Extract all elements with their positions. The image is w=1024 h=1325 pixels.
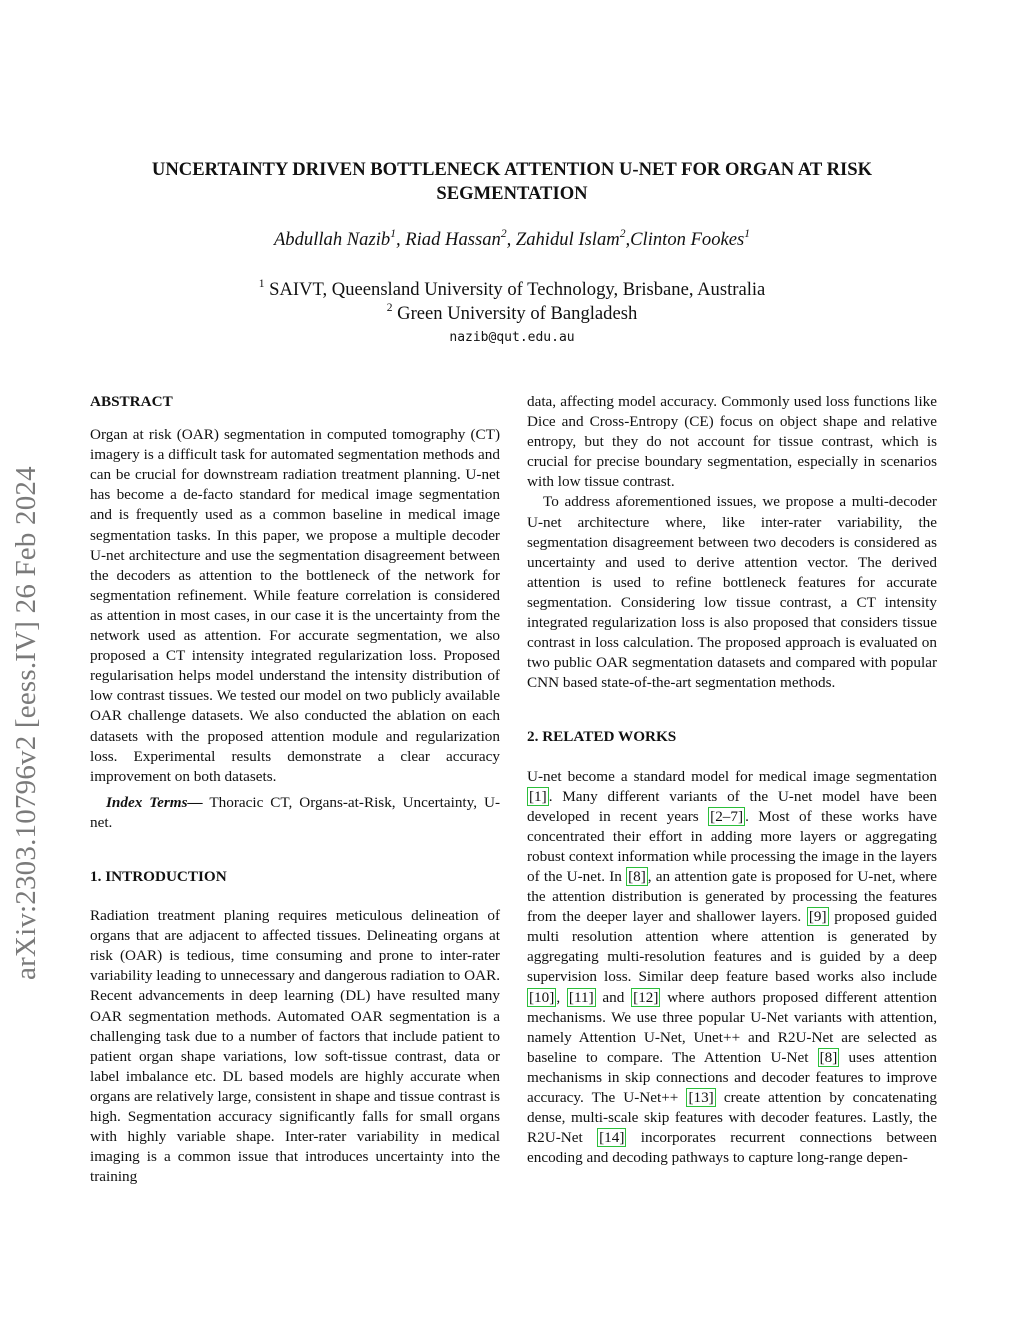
related-text: . Most of these works have concentrated their effort in adding more layers or aggregating robust context information while processing the image in the layers of the U-net. In [527, 807, 937, 885]
abstract-heading: ABSTRACT [90, 393, 173, 410]
related-text: create attention by concatenating dense, multi-scale skip features with decoder features. Lastly, the R2U-Net [527, 1089, 937, 1147]
related-works-heading: 2. RELATED WORKS [527, 728, 677, 746]
affiliations [110, 278, 914, 326]
affiliation-2: $^2$ Green University of Bangladesh [386, 301, 638, 324]
citation-link[interactable]: [14] [599, 1129, 625, 1147]
citation-link[interactable]: [8] [628, 867, 646, 885]
author-list [110, 229, 914, 251]
intro-heading: 1. INTRODUCTION [90, 867, 227, 885]
citation-link[interactable]: [1] [529, 787, 547, 805]
index-terms [90, 793, 500, 833]
intro-paragraph-2: To address aforementioned issues, we propose a multi-decoder U-net architecture where, like inter-rater variability, the segmentation disagreement between two decoders is considered as uncertainty and used to derive attention vector. The derived attention is used to refine bottleneck features for accurate segmentation. Considering low tissue contrast, a CT intensity integrated regularization loss is also proposed that considers tissue contrast in loss calculation. The proposed approach is evaluated on two public OAR segmentation datasets and compared with popular CNN based state-of-the-art segmentation methods. [527, 493, 937, 692]
contact-email: nazib@qut.edu.au [449, 330, 575, 345]
paper-title [110, 158, 914, 206]
affiliation-1: $^1$ SAIVT, Queensland University of Technology, Brisbane, Australia [258, 277, 766, 300]
related-text: , an attention gate is proposed for U-net, where the attention distribution is generated by processing the features from the deeper layer and shallower layers. [527, 867, 937, 926]
intro-continued: data, affecting model accuracy. Commonly used loss functions like Dice and Cross-Entropy (CE) focus on object shape and relative entropy, but they do not account for tissue contrast, which is crucial for precise boundary segmentation, especially in scenarios with low tissue contrast. [527, 393, 937, 491]
title-line-2: SEGMENTATION [436, 183, 588, 204]
related-text: where authors proposed different attention mechanisms. We use three popular U-Net variants with attention, namely Attention U-Net, Unet++ and R2U-Net are selected as baseline to compare. The Attention U-Net [527, 988, 937, 1066]
related-text: and [595, 988, 632, 1006]
author-4: Clinton Fookes$^1$ [630, 227, 751, 250]
author-2: Riad Hassan$^2$, [405, 227, 516, 250]
author-3: Zahidul Islam$^2$, [515, 227, 631, 250]
author-1: Abdullah Nazib$^1$, [273, 227, 406, 250]
related-text: . Many different variants of the U-net model have been developed in recent years [527, 787, 937, 825]
related-text: U-net become a standard model for medical image segmentation [527, 767, 937, 785]
citation-link[interactable]: [11] [568, 988, 594, 1006]
citation-link[interactable]: [2–7] [710, 807, 744, 825]
related-text: proposed guided multi resolution attention where attention is generated by aggregating multi-resolution features and is guided by a deep supervision loss. Similar deep feature based works also include [527, 908, 937, 986]
citation-link[interactable]: [13] [688, 1089, 714, 1106]
citation-link[interactable]: [8] [819, 1048, 838, 1066]
related-text: uses attention mechanisms in skip connections and decoder features to improve accuracy. The U-Net++ [527, 1048, 937, 1106]
intro-body: Radiation treatment planing requires meticulous delineation of organs that are adjacent to affected tissues. Delineating organs at risk (OAR) is tedious, time consuming and prone to inter-rater variability leading to unnecessary and dangerous radiation to OAR. Recent advancements in deep learning (DL) have resulted many OAR segmentation methods. Automated OAR segmentation is a challenging task due to a number of factors that include patient to patient organ shape variations, low soft-tissue contrast, data or label imbalance etc. DL based models are highly accurate when organs are relatively large, consistent in shape and tissue contrast is high. Segmentation accuracy significantly falls for small organs with highly variable shape. Inter-rater variability in medical imaging is a common issue that introduces uncertainty into the training [90, 907, 500, 1186]
citation-link[interactable]: [9] [808, 908, 827, 926]
related-text: incorporates recurrent connections between encoding and decoding pathways to capture long-range depen- [527, 1129, 937, 1167]
right-column [527, 392, 937, 1168]
left-column [90, 392, 500, 1187]
related-works-body [527, 767, 937, 1169]
title-line-1: UNCERTAINTY DRIVEN BOTTLENECK ATTENTION U-NET FOR ORGAN AT RISK [151, 159, 873, 180]
citation-link[interactable]: [10] [529, 988, 555, 1006]
index-terms-text: Thoracic CT, Organs-at-Risk, Uncertainty, U-net. [90, 793, 501, 831]
related-text: , [556, 988, 567, 1006]
citation-link[interactable]: [12] [633, 988, 659, 1006]
arxiv-identifier: arXiv:2303.10796v2 [eess.IV] 26 Feb 2024 [10, 466, 42, 980]
index-terms-label: Index Terms— [106, 793, 203, 811]
abstract-body: Organ at risk (OAR) segmentation in computed tomography (CT) imagery is a difficult task for automated segmentation methods and can be crucial for downstream radiation treatment planning. U-net has become a de-facto standard for medical image segmentation and is frequently used as a common baseline in medical image segmentation tasks. In this paper, we propose a multiple decoder U-net architecture and use the segmentation disagreement between the decoders as attention to the bottleneck of the network for segmentation refinement. While feature correlation is considered as attention in most cases, in our case it is the uncertainty from the network used as attention. For accurate segmentation, we also proposed a CT intensity integrated regularization loss. Proposed regularisation helps model understand the intensity distribution of low contrast tissues. We tested our model on two publicly available OAR challenge datasets. We also conducted the ablation on each datasets with the proposed attention module and regularization loss. Experimental results demonstrate a clear accuracy improvement on both datasets. [90, 426, 500, 785]
